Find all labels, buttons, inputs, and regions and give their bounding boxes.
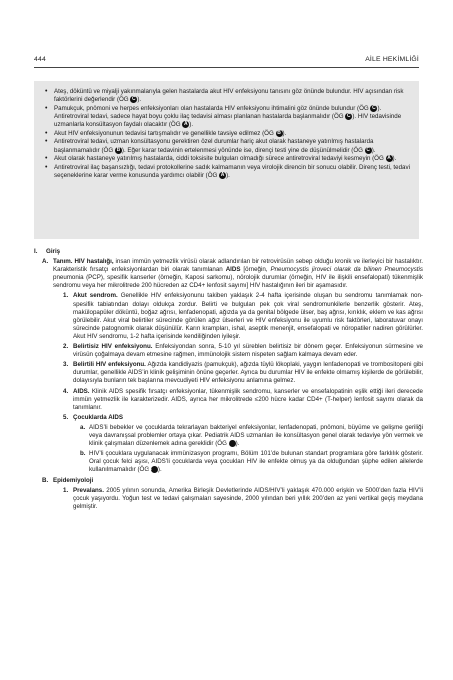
page-number: 444: [34, 56, 46, 63]
running-title: AİLE HEKİMLİĞİ: [365, 56, 419, 63]
list-item: 1. Prevalans. 2005 yılının sonunda, Amerika Birleşik Devletlerinde AIDS/HIV’li yaklaşık 470.000 erişkin ve 5000’den fazla HIV’li çocuk yaşıyordu. Yoğun test ve tedavi çalışmaları sayesinde, 2000 yılından beri yıllık 200’den az yeni vertikal geçiş meydana gelmiştir.: [63, 486, 423, 510]
sub-list-item: b. HIV’li çocuklara uygulanacak immünizasyon programı, Bölüm 101’de bulunan standart programlara göre farklılık gösterir. Oral çocuk felci aşısı, AIDS’li çocuklarda veya çocukları HIV ile enfekte olmuş ya da olduğundan şüphe edilen ailelerde kullanılmamalıdır (ÖG A ).: [80, 450, 423, 474]
evidence-grade-badge: A: [387, 155, 391, 162]
evidence-grade-badge: C: [372, 104, 376, 111]
section-heading: I. Giriş: [34, 248, 61, 255]
recommendation-item: • Antiretroviral tedavi, uzman konsültasyonu gerektiren özel durumlar hariç akut olarak hastaneye yatırılmış hastalarda başlanmamalıdır (ÖG B ). Eğer karar tedavinin ertelenmesi yönünde ise, dirençi testi yine de düşünülmelidir (ÖG C ).: [54, 138, 411, 154]
recommendation-item: • Ateş, döküntü ve miyalji yakınmalarıyla gelen hastalarda akut HIV enfeksiyonu tanısını göz önünde bulundur. HIV açısından risk faktörlerini değerlendir (ÖG C ).: [54, 88, 411, 104]
sub-list-item: a. AIDS’li bebekler ve çocuklarda tekrarlayan bakteriyel enfeksiyonlar, lenfadenopati, pnömoni, büyüme ve gelişme geriliği veya davranışsal problemler ortaya çıkar. Pediatrik AIDS uzmanları ile konsültasyon genel olarak tedaviye yön vermek ve klinik çalışmaları düzenlemek adına gereklidir (ÖG C ).: [80, 423, 423, 448]
evidence-grade-badge: C: [132, 96, 136, 103]
recommendation-item: • Akut HIV enfeksiyonunun tedavisi tartışmalıdır ve genellikle tavsiye edilmez (ÖG B ).: [54, 130, 411, 138]
recommendation-item: • Akut olarak hastaneye yatırılmış hastalarda, ciddi toksisite bulguları olmadığı sürece antiretroviral tedaviyi kesmeyin (ÖG A ).: [54, 155, 411, 163]
evidence-grade-badge: B: [116, 146, 121, 153]
list-item: 4. AIDS. Klinik AIDS spesifik fırsatçı enfeksiyonlar, tükenmişlik sendromu, kanserler ve ensefalopatinin eşlik ettiği ileri derecede immün yetmezlik ile karakterizedir. AIDS, ayrıca her mikrolitrede ≤200 hücre kadar CD4+ (T-helper) lenfosit sayımı olarak da tanımlanır.: [63, 387, 423, 411]
evidence-grade-badge: B: [277, 129, 281, 136]
recommendation-item: • Antiretroviral ilaç başarısızlığı, tedavi protokollerine sadık kalmamanın veya virolojik direncin bir sonucu olabilir. Direnç testi, tedavi seçeneklerine karar verme konusunda yardımcı olabilir (ÖG A ).: [54, 164, 411, 180]
subsection-epidemiology: B. Epidemiyoloji: [42, 476, 94, 484]
evidence-grade-badge: C: [347, 112, 351, 119]
evidence-grade-badge: A: [220, 171, 225, 178]
running-header: [34, 56, 419, 66]
key-recommendations-box: [34, 81, 419, 239]
header-rule: [34, 67, 419, 68]
recommendation-item: • Pamukçuk, pnömoni ve herpes enfeksiyonları olan hastalarda HIV enfeksiyonu ihtimalini göz önünde bulundur (ÖG C ). Antiretroviral tedavi, sadece hayat boyu çoklu ilaç tedavisi alması planlanan hastalarda başlanmalıdır (ÖG C ). HIV tedavisinde uzmanlarla konsültasyon faydalı olacaktır (ÖG A ).: [54, 105, 411, 130]
evidence-grade-badge: C: [229, 440, 236, 447]
body-text: [34, 248, 423, 513]
list-item: 3. Belirtili HIV enfeksiyonu. Ağızda kandidiyazis (pamukçuk), ağızda tüylü lökoplaki, yaygın lenfadenopati ve trombositopeni gibi durumlar, genellikle AIDS’in klinik gelişiminin önüne geçerler. Ayrıca bu durumlar HIV ile enfekte olmamış kişilerde de görülebilir, dolayısıyla bunların tek başlarına mevcudiyeti HIV enfeksiyonu anlamına gelmez.: [63, 361, 423, 385]
subsection-definition: A. Tanım. HIV hastalığı, insan immün yetmezlik virüsü olarak adlandırılan bir retrovirüsün sebep olduğu kronik ve ilerleyici bir hastalıktır. Karakteristik fırsatçı enfeksiyonlardan biri olarak tanımlanan AIDS [örneğin, Pneumocystis jiroveci olarak da bilinen Pneumocystis pneumonia (PCP), spesifik kanserler (örneğin, Kaposi sarkomu), nörolojik durumlar (örneğin, HIV ile ilişkili ensefalopati) tükenmişlik sendromu veya her mikrolitrede 200 hücreden az CD4+ lenfosit sayımı] HIV hastalığının ileri bir aşamasıdır.: [42, 258, 423, 290]
evidence-grade-badge: C: [366, 146, 371, 153]
evidence-grade-badge: A: [151, 466, 158, 473]
evidence-grade-badge: A: [183, 121, 188, 128]
list-item: 5. Çocuklarda AIDS: [63, 413, 123, 421]
list-item: 1. Akut sendrom. Genellikle HIV enfeksiyonunu takiben yaklaşık 2-4 hafta içerisinde oluşan bu sendromu tanımlamak non-spesifik tabiatından dolayı oldukça zordur. Belirti ve bulguları pek çok viral sendromunkilerle benzerlik gösterir. Ateş, makülopapüler döküntü, boğaz ağrısı, lenfadenopati, ağızda ya da genital bölgede ülser, baş ağrısı, kırıklık, eklem ve kas ağrısı görülebilir. Akut viral belirtiler sürecinde görülen ağız ülserleri ve HIV enfeksiyonu ile uyumlu risk faktörleri, laboratuvar onayı sürecinde patognomik olarak düşünülür. Karın krampları, ishal, aseptik menenjit, ensefalopati ve nöropatiler nadiren görülürler. Akut HIV sendromu, 1-2 hafta içerisinde kendiliğinden iyileşir.: [63, 292, 423, 340]
list-item: 2. Belirtisiz HIV enfeksiyonu. Enfeksiyondan sonra, 5-10 yıl süreblen belirtisiz bir dönem geçer. Enfeksiyonun sürmesine ve virüsün çoğalmaya devam etmesine rağmen, immünolojik sistem nispeten sağlam kalmaya devam eder.: [63, 343, 423, 359]
